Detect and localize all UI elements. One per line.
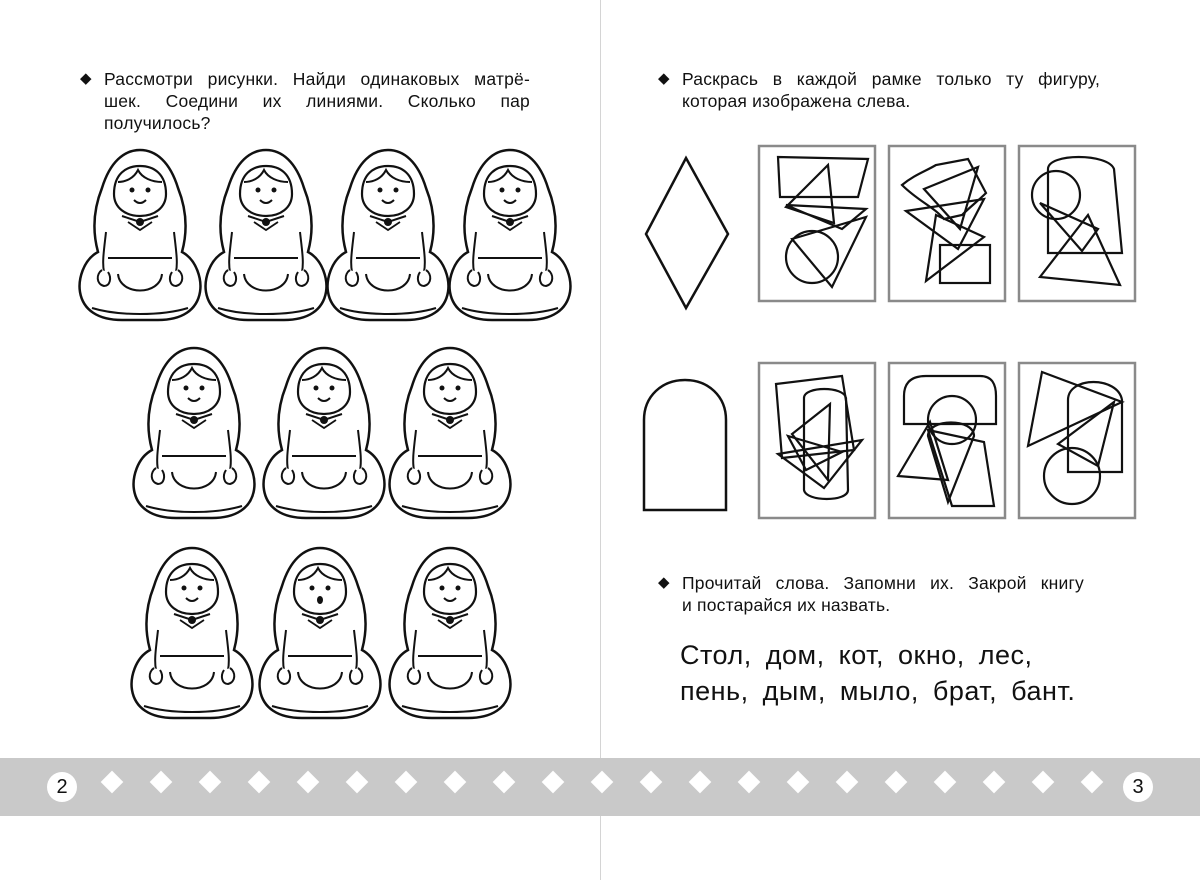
task-line: Раскрась в каждой рамке только ту фигуру, bbox=[682, 69, 1100, 89]
task-line: и постарайся их назвать. bbox=[682, 595, 891, 615]
matryoshka-9 bbox=[258, 548, 382, 720]
shape-frame-1[interactable] bbox=[758, 145, 876, 302]
shapes-task bbox=[658, 68, 1100, 112]
task-line: Рассмотри рисунки. Найди одинаковых матрё- bbox=[104, 69, 530, 89]
matryoshka-5 bbox=[132, 348, 256, 520]
matryoshka-7 bbox=[388, 348, 512, 520]
task-line: Прочитай слова. Запомни их. Закрой книгу bbox=[682, 573, 1084, 593]
page-number-right: 3 bbox=[1123, 772, 1153, 802]
bullet-icon: ◆ bbox=[80, 70, 92, 87]
word-list-line-1: Стол, дом, кот, окно, лес, bbox=[680, 640, 1033, 670]
task-line: получилось? bbox=[104, 113, 211, 133]
matryoshka-6 bbox=[262, 348, 386, 520]
page-spine bbox=[600, 0, 601, 880]
bullet-icon: ◆ bbox=[658, 70, 670, 87]
matryoshka-4 bbox=[448, 150, 572, 322]
shape-frame-2[interactable] bbox=[888, 145, 1006, 302]
words-task bbox=[658, 572, 1084, 616]
word-list-line-2: пень, дым, мыло, брат, бант. bbox=[680, 676, 1076, 706]
task-line: которая изображена слева. bbox=[682, 91, 911, 111]
shape-frame-6[interactable] bbox=[1018, 362, 1136, 519]
matryoshka-10 bbox=[388, 548, 512, 720]
matryoshka-3 bbox=[326, 150, 450, 322]
shape-frame-5[interactable] bbox=[888, 362, 1006, 519]
bullet-icon: ◆ bbox=[658, 574, 670, 591]
sample-arch bbox=[642, 378, 728, 512]
page-number-left: 2 bbox=[47, 772, 77, 802]
shape-frame-3[interactable] bbox=[1018, 145, 1136, 302]
matryoshka-2 bbox=[204, 150, 328, 322]
sample-rhombus bbox=[644, 156, 730, 310]
task-line: шек. Соедини их линиями. Сколько пар bbox=[104, 91, 530, 111]
matryoshka-task bbox=[80, 68, 530, 134]
matryoshka-8 bbox=[130, 548, 254, 720]
shape-frame-4[interactable] bbox=[758, 362, 876, 519]
matryoshka-1 bbox=[78, 150, 202, 322]
